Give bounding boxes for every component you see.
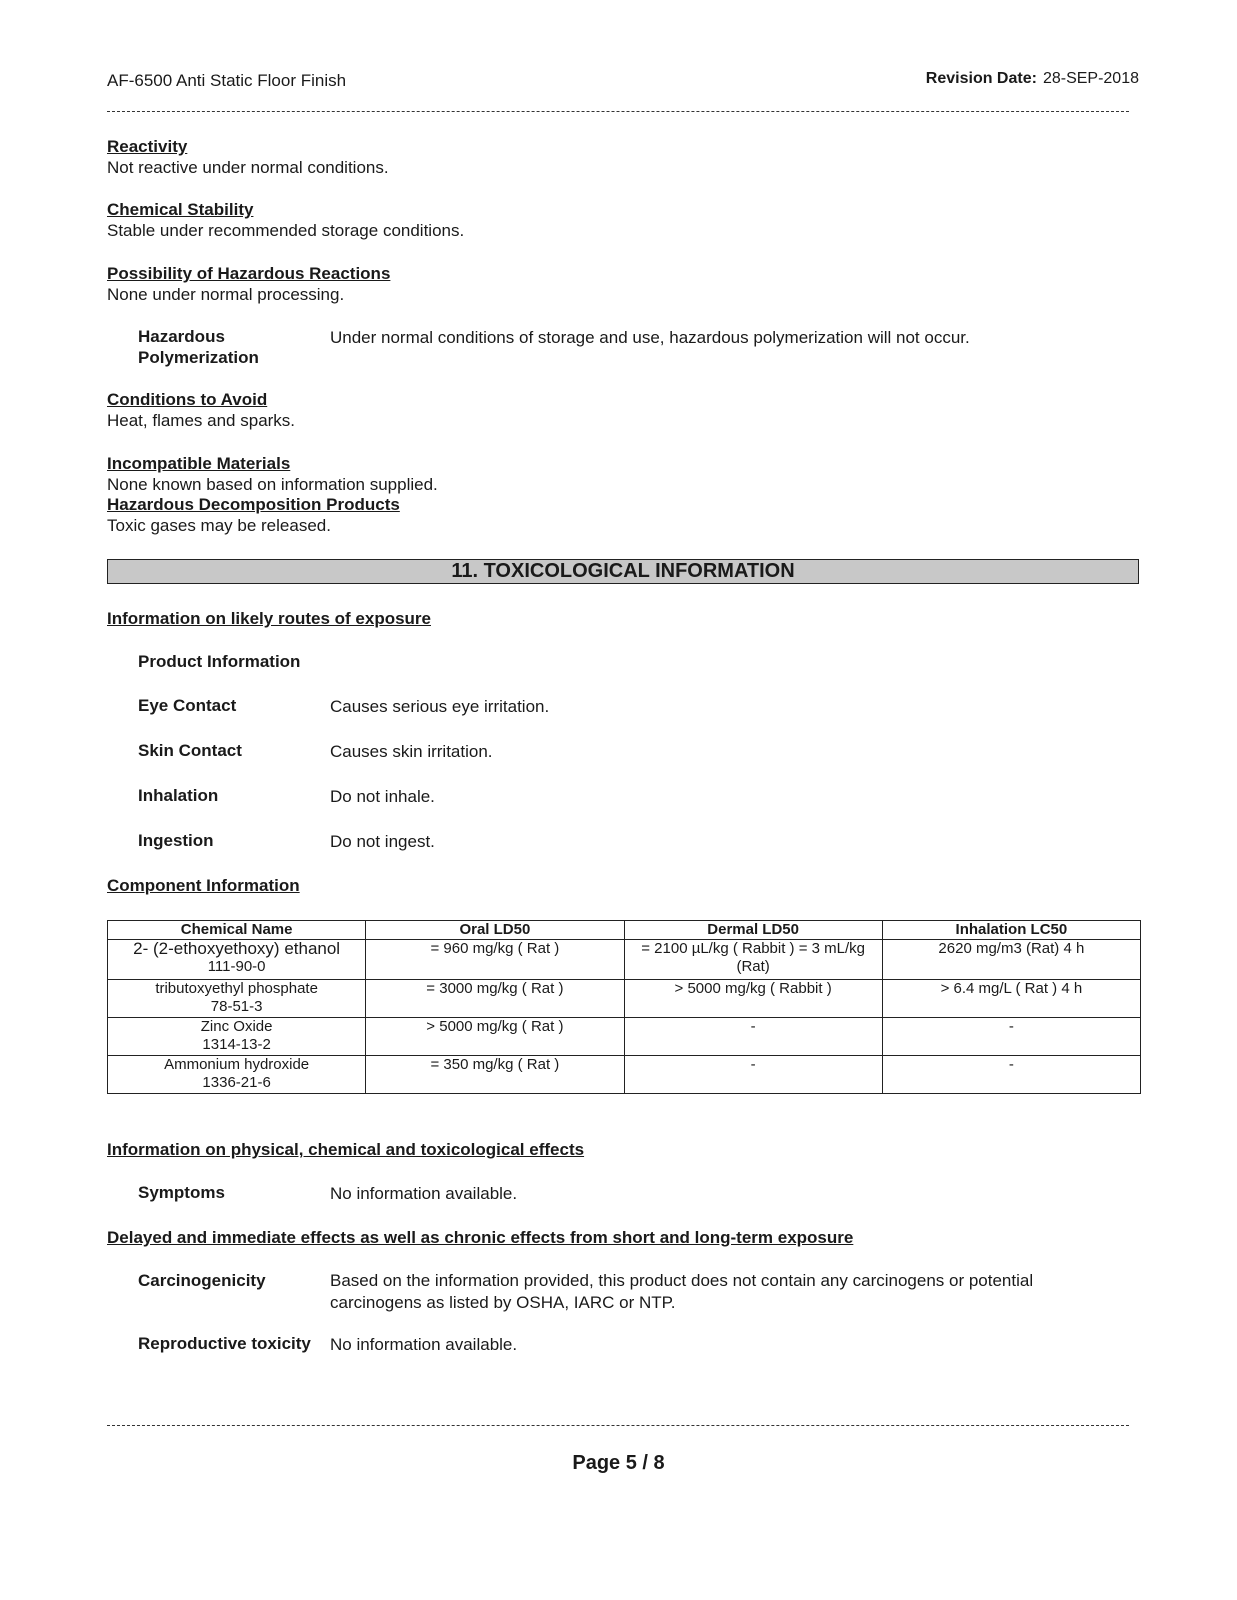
chemical-name: 2- (2-ethoxyethoxy) ethanol [133,939,341,958]
cas-number: 111-90-0 [207,958,266,975]
hazardous-reactions-heading: Possibility of Hazardous Reactions [107,264,391,283]
component-table [107,920,1141,1094]
hazardous-reactions-text: None under normal processing. [107,285,345,304]
reproductive-toxicity-label: Reproductive toxicity [138,1334,311,1353]
eye-contact-text: Causes serious eye irritation. [330,697,550,716]
oral-ld50-cell: > 5000 mg/kg ( Rat ) [366,1018,624,1056]
chemical-name: Ammonium hydroxide [164,1056,310,1073]
table-header-row [108,921,1141,940]
conditions-heading: Conditions to Avoid [107,390,268,409]
chemical-name-cell [108,980,366,1018]
inhalation-lc50-cell: - [882,1018,1140,1056]
oral-ld50-cell: = 3000 mg/kg ( Rat ) [366,980,624,1018]
conditions-text: Heat, flames and sparks. [107,411,296,430]
product-name: AF-6500 Anti Static Floor Finish [107,71,347,90]
dermal-ld50-cell: - [624,1056,882,1094]
revision-date [926,70,1139,88]
chemical-name-cell [108,940,366,980]
table-row [108,940,1141,980]
dermal-ld50-cell: - [624,1018,882,1056]
dermal-ld50-cell: > 5000 mg/kg ( Rabbit ) [624,980,882,1018]
chemical-name: tributoxyethyl phosphate [155,980,318,997]
skin-contact-text: Causes skin irritation. [330,742,493,761]
skin-contact-label: Skin Contact [138,741,242,760]
ingestion-text: Do not ingest. [330,832,435,851]
polymerization-label-line2: Polymerization [138,348,259,367]
chemical-name-cell [108,1018,366,1056]
incompatible-text: None known based on information supplied. [107,475,438,494]
ingestion-label: Ingestion [138,831,214,850]
routes-heading: Information on likely routes of exposure [107,609,431,628]
chemical-stability-heading: Chemical Stability [107,200,254,219]
table-row [108,1018,1141,1056]
delayed-effects-heading: Delayed and immediate effects as well as chronic effects from short and long-term exposure [107,1228,854,1247]
reproductive-toxicity-text: No information available. [330,1335,518,1354]
component-heading: Component Information [107,876,300,895]
oral-ld50-cell: = 350 mg/kg ( Rat ) [366,1056,624,1094]
reactivity-heading: Reactivity [107,137,188,156]
inhalation-label: Inhalation [138,786,219,805]
header-divider [107,111,1129,112]
oral-ld50-cell: = 960 mg/kg ( Rat ) [366,940,624,980]
eye-contact-label: Eye Contact [138,696,237,715]
col-dermal-ld50: Dermal LD50 [624,921,882,940]
chemical-name: Zinc Oxide [200,1018,273,1035]
polymerization-text: Under normal conditions of storage and use, hazardous polymerization will not occur. [330,328,970,347]
effects-heading: Information on physical, chemical and toxicological effects [107,1140,585,1159]
footer-divider [107,1425,1129,1426]
page-number: Page 5 / 8 [572,1452,665,1474]
decomposition-text: Toxic gases may be released. [107,516,331,535]
reactivity-text: Not reactive under normal conditions. [107,158,389,177]
dermal-line2: (Rat) [736,958,770,975]
col-chemical-name: Chemical Name [108,921,366,940]
incompatible-heading: Incompatible Materials [107,454,291,473]
col-inhalation-lc50: Inhalation LC50 [882,921,1140,940]
cas-number: 1314-13-2 [202,1036,271,1053]
carcinogenicity-text-line1: Based on the information provided, this product does not contain any carcinogens or potential [330,1271,1034,1290]
cas-number: 1336-21-6 [202,1074,271,1091]
carcinogenicity-label: Carcinogenicity [138,1271,266,1290]
chemical-name-cell [108,1056,366,1094]
dermal-line1: = 2100 µL/kg ( Rabbit ) = 3 mL/kg [641,940,865,957]
section-11-title: 11. TOXICOLOGICAL INFORMATION [107,559,1139,584]
inhalation-lc50-cell: 2620 mg/m3 (Rat) 4 h [882,940,1140,980]
col-oral-ld50: Oral LD50 [366,921,624,940]
inhalation-lc50-cell: > 6.4 mg/L ( Rat ) 4 h [882,980,1140,1018]
cas-number: 78-51-3 [210,998,263,1015]
decomposition-heading: Hazardous Decomposition Products [107,495,400,514]
table-row [108,980,1141,1018]
revision-label: Revision Date: [925,70,1037,87]
symptoms-label: Symptoms [138,1183,225,1202]
chemical-stability-text: Stable under recommended storage conditions. [107,221,465,240]
carcinogenicity-text-line2: carcinogens as listed by OSHA, IARC or NTP. [330,1293,676,1312]
inhalation-text: Do not inhale. [330,787,435,806]
table-row [108,1056,1141,1094]
revision-value: 28-SEP-2018 [1042,70,1139,87]
polymerization-label-line1: Hazardous [138,327,225,346]
product-information-label: Product Information [138,652,301,671]
dermal-ld50-cell [624,940,882,980]
inhalation-lc50-cell: - [882,1056,1140,1094]
symptoms-text: No information available. [330,1184,518,1203]
